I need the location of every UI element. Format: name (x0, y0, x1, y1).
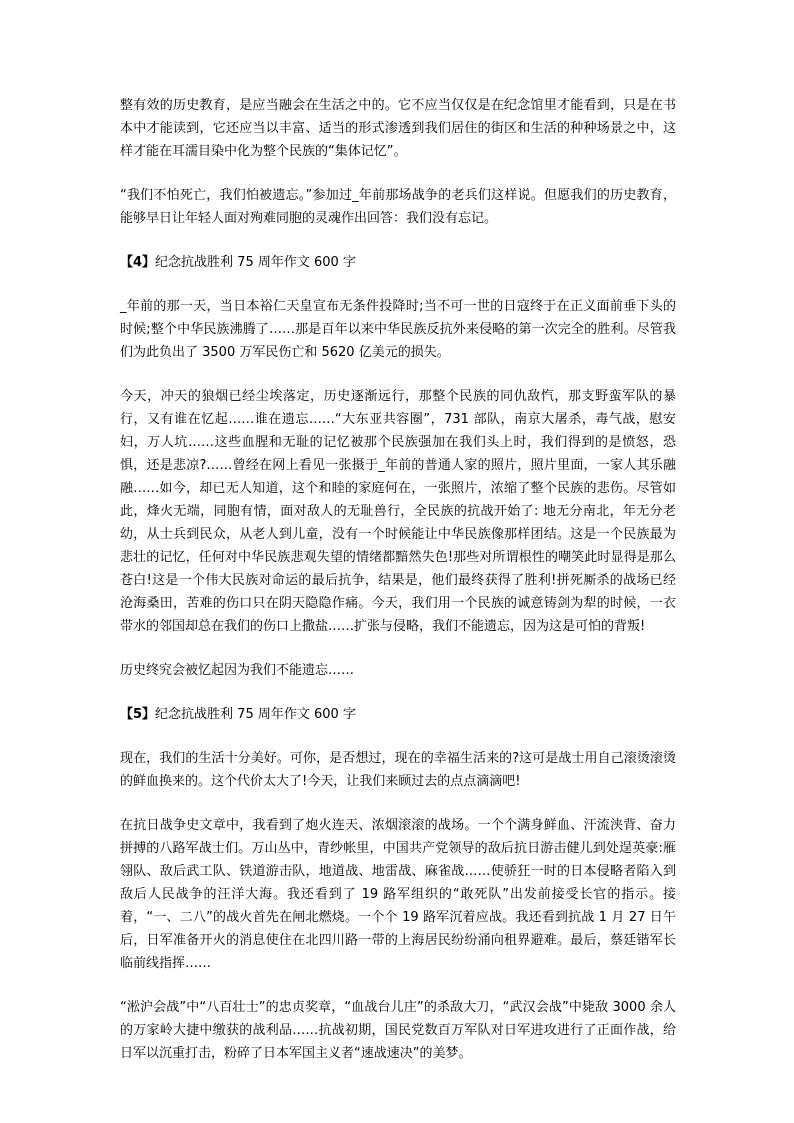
paragraph: 历史终究会被忆起因为我们不能遗忘…… (120, 663, 355, 678)
paragraph: “淞沪会战”中“八百壮士”的忠贞奖章，“血战台儿庄”的杀敌大刀，“武汉会战”中毙敌 3000 余人的万家岭大捷中缴获的战利品……抗战初期，国民党数百万军队对日军进攻进行了正面作战，给日军以沉重打击，粉碎了日本军国主义者“速战速决”的美梦。 (120, 1000, 676, 1061)
paragraph: 今天，冲天的狼烟已经尘埃落定，历史逐渐远行，那整个民族的同仇敌忾，那支野蛮军队的暴行，又有谁在忆起……谁在遗忘……“大东亚共容圈”，731 部队，南京大屠杀，毒气战，慰安妇，万人坑……这些血腥和无耻的记忆被那个民族强加在我们头上时，我们得到的是愤怒，恐惧，还是悲凉?……曾经在网上看见一张摄于_年前的普通人家的照片，照片里面，一家人其乐融融……如今，却已无人知道，这个和睦的家庭何在，一张照片，浓缩了整个民族的悲伤。尽管如此，烽火无端，同胞有情，面对敌人的无耻兽行，全民族的抗战开始了: 地无分南北，年无分老幼，从士兵到民众，从老人到儿童，没有一个时候能让中华民族像那样团结。这是一个民族最为悲壮的记忆，任何对中华民族悲观失望的情绪都黯然失色!那些对所谓根性的嘲笑此时显得是那么苍白!这是一个伟大民族对命运的最后抗争，结果是，他们最终获得了胜利!拼死厮杀的战场已经沧海桑田，苦难的伤口只在阴天隐隐作痛。今天，我们用一个民族的诚意铸剑为犁的时候，一衣带水的邻国却总在我们的伤口上撒盐……扩张与侵略，我们不能遗忘，因为这是可怕的背叛! (120, 389, 676, 634)
section-heading (120, 703, 676, 726)
section-title: 纪念抗战胜利 75 周年作文 600 字 (155, 707, 356, 722)
document-page (120, 94, 676, 1086)
paragraph: 在抗日战争史文章中，我看到了炮火连天、浓烟滚滚的战场。一个个满身鲜血、汗流浃背、奋力拼搏的八路军战士们。万山丛中，青纱帐里，中国共产党领导的敌后抗日游击健儿到处逞英豪:雁翎队、敌后武工队、铁道游击队，地道战、地雷战、麻雀战……使骄狂一时的日本侵略者陷入到敌后人民战争的汪洋大海。我还看到了 19 路军组织的“敢死队”出发前接受长官的指示。接着，“一、二八”的战火首先在闸北燃烧。一个个 19 路军沉着应战。我还看到抗战 1 月 27 日午后，日军准备开火的消息使住在北四川路一带的上海居民纷纷涌向租界避难。最后，蔡廷锴军长临前线指挥…… (120, 818, 676, 971)
section-heading (120, 251, 676, 274)
paragraph: 现在，我们的生活十分美好。可你，是否想过，现在的幸福生活来的?这可是战士用自己滚烫滚烫的鲜血换来的。这个代价太大了!今天，让我们来顾过去的点点滴滴吧! (120, 751, 676, 789)
section-title: 纪念抗战胜利 75 周年作文 600 字 (155, 255, 356, 270)
paragraph: _年前的那一天，当日本裕仁天皇宣布无条件投降时;当不可一世的日寇终于在正义面前垂下头的时候;整个中华民族沸腾了……那是百年以来中华民族反抗外来侵略的第一次完全的胜利。尽管我们为此负出了 3500 万军民伤亡和 5620 亿美元的损失。 (120, 299, 676, 360)
paragraph: 整有效的历史教育，是应当融会在生活之中的。它不应当仅仅是在纪念馆里才能看到，只是在书本中才能读到，它还应当以丰富、适当的形式渗透到我们居住的街区和生活的种种场景之中，这样才能在耳濡目染中化为整个民族的“集体记忆”。 (120, 98, 676, 159)
section-number: 【4】 (120, 255, 156, 270)
section-number: 【5】 (120, 707, 156, 722)
paragraph: “我们不怕死亡，我们怕被遗忘。”参加过_年前那场战争的老兵们这样说。但愿我们的历史教育，能够早日让年轻人面对殉难同胞的灵魂作出回答：我们没有忘记。 (120, 188, 676, 226)
